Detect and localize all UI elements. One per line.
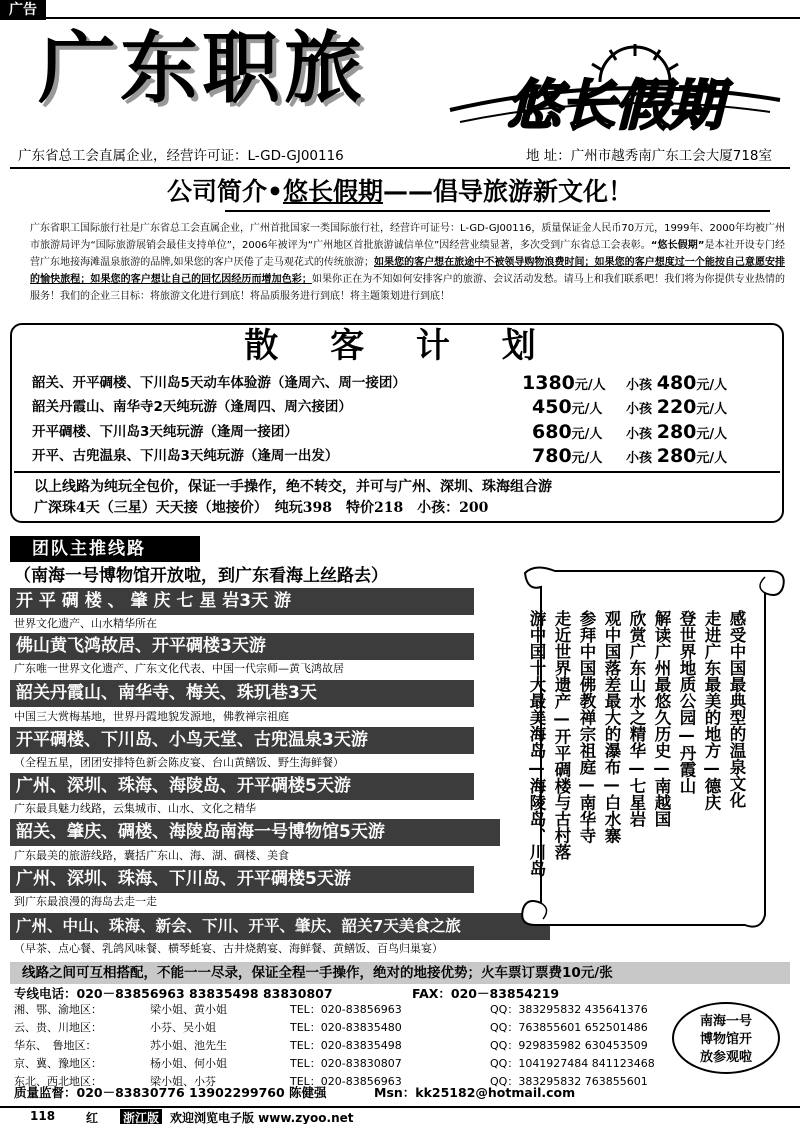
- badge-line: 南海一号: [699, 1014, 752, 1029]
- combo-note: 线路之间可互相搭配，不能一一尽录，保证全程一手操作，绝对的地接优势；火车票订票费10元/张: [10, 962, 790, 984]
- intro-title-highlight: 悠长假期: [282, 177, 383, 206]
- route-desc: 广东唯一世界文化遗产、广东文化代表、中国一代宗师—黄飞鸿故居: [14, 662, 344, 675]
- scroll-line: 登世界地质公园—丹霞山: [677, 610, 696, 794]
- scroll-line: 欣赏广东山水之精华—七星岩: [627, 610, 646, 827]
- route-desc: （全程五星，团团安排特色新会陈皮宴、台山黄鳝饭、野生海鲜餐）: [14, 756, 344, 769]
- edition-badge: 浙江版: [120, 1109, 162, 1124]
- quality-line: [14, 1085, 714, 1101]
- region-qq: QQ：383295832 763855601: [490, 1075, 648, 1088]
- trip-route: 韶关、开平碉楼、下川岛5天动车体验游（逢周六、周一接团）: [32, 375, 406, 391]
- region-qq: QQ：1041927484 841123468: [490, 1057, 655, 1070]
- route-band: 广州、中山、珠海、新会、下川、开平、肇庆、韶关7天美食之旅: [10, 913, 550, 940]
- price-unit: 元/人: [571, 402, 603, 417]
- price-unit: 元/人: [571, 451, 603, 466]
- route-desc: 中国三大赏梅基地，世界丹霞地貌发源地，佛教禅宗祖庭: [14, 710, 289, 723]
- hotline-phones: 专线电话：020－83856963 83835498 83830807: [14, 986, 333, 1001]
- intro-title-end: ！: [608, 177, 634, 206]
- price-value: 680: [532, 421, 572, 443]
- scroll-line: 观中国落差最大的瀑布—白水寨: [602, 610, 621, 844]
- region-area: 京、冀、豫地区：: [14, 1057, 102, 1070]
- quality-supervision: 质量监督：020－83830776 13902299760 陈健强: [14, 1085, 327, 1100]
- child-price: [626, 372, 727, 397]
- region-tel: TEL：020-83835480: [290, 1021, 402, 1034]
- page-footer: [0, 1106, 800, 1124]
- intro-title-prefix: 公司简介•: [166, 177, 283, 206]
- price-value: 780: [532, 445, 572, 467]
- trip-row: [32, 396, 772, 418]
- child-value: 220: [656, 396, 697, 418]
- region-tel: TEL：020-83830807: [290, 1057, 402, 1070]
- ad-tag: 广告: [0, 0, 46, 20]
- region-area: 华东、 鲁地区：: [14, 1039, 97, 1052]
- hotline: [14, 986, 714, 1002]
- child-unit: 元/人: [696, 451, 728, 466]
- page-number: 118: [30, 1109, 56, 1123]
- scroll-line: 游中国十大最美海岛—海陵岛、川岛: [527, 610, 546, 877]
- scroll-line: 解读广州最悠久历史—南越国: [652, 610, 671, 827]
- top-rule: [46, 17, 800, 19]
- region-people: 杨小姐、何小姐: [150, 1057, 227, 1070]
- region-contacts: [14, 1001, 674, 1091]
- child-price: [626, 421, 727, 446]
- child-price: [626, 396, 727, 421]
- child-label: 小孩: [626, 402, 653, 417]
- price-unit: 元/人: [571, 427, 603, 442]
- child-unit: 元/人: [696, 378, 728, 393]
- route-band: 韶关丹霞山、南华寺、梅关、珠玑巷3天: [10, 680, 474, 707]
- trip-price: [522, 372, 606, 397]
- fax-number: FAX：020－83854219: [412, 986, 560, 1001]
- region-row: [14, 1055, 674, 1073]
- route-desc: 世界文化遗产、山水精华所在: [14, 617, 157, 630]
- child-value: 280: [656, 445, 697, 467]
- price-unit: 元/人: [574, 378, 606, 393]
- region-people: 梁小姐、黄小姐: [150, 1003, 227, 1016]
- intro-brand-name: “悠长假期”: [650, 240, 705, 251]
- region-tel: TEL：020-83835498: [290, 1039, 402, 1052]
- footer-site: 欢迎浏览电子版 www.zyoo.net: [170, 1111, 354, 1124]
- region-people: 梁小姐、小芬: [150, 1075, 216, 1088]
- route-band: 开 平 碉 楼 、 肇 庆 七 星 岩3天 游: [10, 588, 474, 615]
- child-label: 小孩: [626, 427, 653, 442]
- trip-route: 韶关丹霞山、南华寺2天纯玩游（逢周四、周六接团）: [32, 399, 352, 415]
- route-band: 广州、深圳、珠海、下川岛、开平碉楼5天游: [10, 866, 474, 893]
- child-label: 小孩: [626, 378, 653, 393]
- route-band: 开平碉楼、下川岛、小鸟天堂、古兜温泉3天游: [10, 727, 474, 754]
- route-band: 韶关、肇庆、碉楼、海陵岛南海一号博物馆5天游: [10, 819, 500, 846]
- route-desc: （早茶、点心餐、乳鸽风味餐、横琴蚝宴、古井烧鹅宴、海鲜餐、黄鳝饭、百鸟归巢宴）: [14, 942, 443, 955]
- route-desc: 广东最美的旅游线路，囊括广东山、海、湖、碉楼、美食: [14, 849, 289, 862]
- intro-body-1: 广东省职工国际旅行社是广东省总工会直属企业，广州首批国家一类国际旅行社，经营许可证号：L-GD-GJ00116，质量保证金人民币70万元，1999年、2000年均被广州市旅游局评为“国际旅游展销会最佳支持单位”，2006年被评为“广州地区首批旅游诚信单位”因经营业绩显著，多次受到广东省总工会表彰。: [30, 223, 785, 251]
- child-price: [626, 445, 727, 470]
- trip-row: [32, 445, 772, 467]
- intro-body-2: 是本社开设专门经营广东地接海滩温泉旅游的品牌,如果您的客户厌倦了走马观花式的传统旅游；: [30, 240, 786, 268]
- child-unit: 元/人: [696, 427, 728, 442]
- region-qq: QQ：929835982 630453509: [490, 1039, 648, 1052]
- scroll-line: 参拜中国佛教禅宗祖庭—南华寺: [577, 610, 596, 844]
- scroll-line: 走近世界遗产—开平碉楼与古村落: [552, 610, 571, 860]
- museum-badge: [672, 1002, 780, 1074]
- registration-line: [18, 146, 790, 166]
- sanke-title: 散 客 计 划: [244, 326, 556, 366]
- region-area: 东北、西北地区：: [14, 1075, 102, 1088]
- license-text: 广东省总工会直属企业，经营许可证：L-GD-GJ00116: [18, 148, 344, 164]
- trip-route: 开平碉楼、下川岛3天纯玩游（逢周一接团）: [32, 424, 298, 440]
- region-row: [14, 1001, 674, 1019]
- intro-title-suffix: ——倡导旅游新文化: [382, 177, 608, 206]
- intro-title: [0, 176, 800, 208]
- route-band: 广州、深圳、珠海、海陵岛、开平碉楼5天游: [10, 773, 474, 800]
- region-qq: QQ：383295832 435641376: [490, 1003, 648, 1016]
- company-intro: [30, 220, 785, 305]
- intro-underline: [225, 210, 770, 212]
- region-people: 苏小姐、池先生: [150, 1039, 227, 1052]
- region-qq: QQ：763855601 652501486: [490, 1021, 648, 1034]
- region-row: [14, 1037, 674, 1055]
- region-tel: TEL：020-83856963: [290, 1003, 402, 1016]
- intro-body-3: 如果您的客户想在旅途中不被领导购物浪费时间；如果您的客户想度过一个能按自己意愿安排的愉快旅程；如果您的客户想让自己的回忆因经历而增加色彩；: [30, 257, 785, 285]
- child-label: 小孩: [626, 451, 653, 466]
- trip-price: [532, 445, 602, 470]
- header-divider: [10, 167, 790, 169]
- trip-row: [32, 372, 772, 394]
- region-area: 湘、鄂、渝地区：: [14, 1003, 102, 1016]
- logo-text: 悠长假期: [507, 73, 723, 137]
- trip-row: [32, 421, 772, 443]
- column-label: 红: [86, 1111, 99, 1124]
- price-value: 1380: [522, 372, 575, 394]
- route-desc: 广东最具魅力线路，云集城市、山水、文化之精华: [14, 802, 256, 815]
- team-subtitle: （南海一号博物馆开放啦，到广东看海上丝路去）: [14, 566, 388, 586]
- gsz-offer: 广深珠4天（三星）天天接（地接价） 纯玩398 特价218 小孩：200: [34, 500, 489, 516]
- region-tel: TEL：020-83856963: [290, 1075, 402, 1088]
- scroll-line: 走进广东最美的地方—德庆: [702, 610, 721, 811]
- sanke-divider: [14, 471, 780, 473]
- child-value: 480: [656, 372, 697, 394]
- region-area: 云、贵、川地区：: [14, 1021, 102, 1034]
- trip-route: 开平、古兜温泉、下川岛3天纯玩游（逢周一出发）: [32, 448, 339, 464]
- badge-line: 博物馆开: [699, 1032, 752, 1047]
- sun-logo: [440, 42, 790, 142]
- child-value: 280: [656, 421, 697, 443]
- address-text: 地 址：广州市越秀南广东工会大厦718室: [525, 148, 772, 164]
- msn-contact: Msn：kk25182@hotmail.com: [374, 1085, 576, 1100]
- brand-title: 广东职旅: [38, 23, 367, 114]
- trip-price: [532, 396, 602, 421]
- team-heading: 团队主推线路: [10, 536, 200, 562]
- badge-line: 放参观啦: [699, 1050, 752, 1065]
- scroll-line: 感受中国最典型的温泉文化: [727, 610, 746, 808]
- child-unit: 元/人: [696, 402, 728, 417]
- sanke-note: 以上线路为纯玩全包价，保证一手操作，绝不转交，并可与广州、深圳、珠海组合游: [34, 479, 552, 495]
- intro-body-4: 如果你正在为不知如何安排客户的旅游、会议活动发愁。请马上和我们联系吧！我们将为你提供专业热情的服务！我们的企业三目标：将旅游文化进行到底！将品质服务进行到底！将主题策划进行到底！: [30, 274, 786, 302]
- trip-price: [532, 421, 602, 446]
- route-desc: 到广东最浪漫的海岛去走一走: [14, 895, 157, 908]
- region-people: 小芬、吴小姐: [150, 1021, 216, 1034]
- region-row: [14, 1019, 674, 1037]
- route-band: 佛山黄飞鸿故居、开平碉楼3天游: [10, 633, 474, 660]
- price-value: 450: [532, 396, 572, 418]
